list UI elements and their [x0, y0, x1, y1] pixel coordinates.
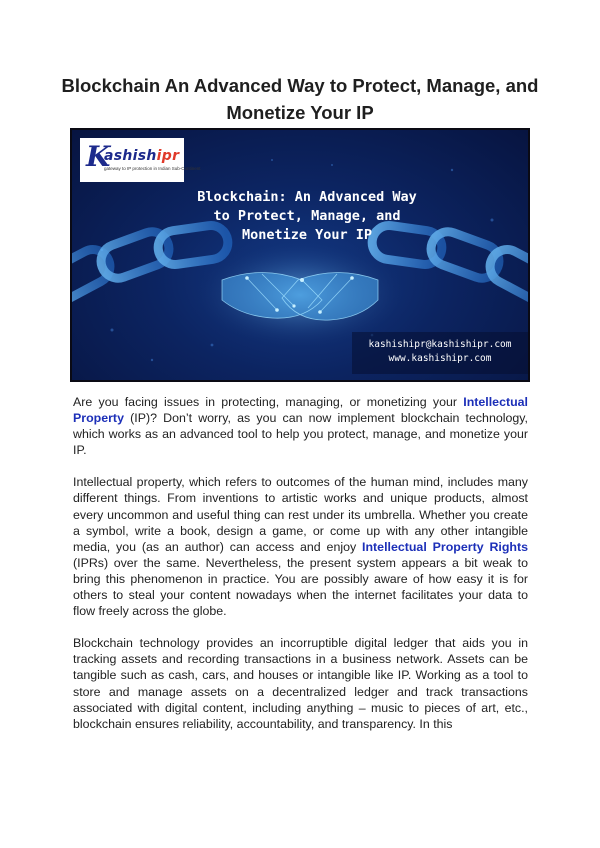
document-title: Blockchain An Advanced Way to Protect, Manage, and Monetize Your IP — [61, 75, 539, 123]
paragraph-1: Are you facing issues in protecting, managing, or monetizing your Intellectual Property (IP)? Don’t worry, as you can now implement blockchain technology, which works as an advanced tool to help you protect, manage, and monetize your IP. — [73, 395, 528, 458]
logo-wordmark: ashishipr — [104, 148, 180, 164]
hero-banner-image — [70, 128, 530, 382]
kashishipr-logo — [80, 138, 201, 182]
logo-letter: K — [86, 140, 111, 173]
logo-tagline: gateway to IP protection in Indian Sub-Continent — [104, 166, 201, 171]
banner-website: www.kashishipr.com — [388, 353, 492, 364]
intellectual-property-rights-link[interactable]: Intellectual Property Rights — [362, 539, 528, 554]
paragraph-3: Blockchain technology provides an incorruptible digital ledger that aids you in tracking assets and recording transactions in a business network. Assets can be tangible such as cash, cars, and houses or intangible like IP. Working as a tool to store and manage assets on a decentralized ledger and track transactions associated with digital content, including anything – music to pieces of art, etc., blockchain ensures reliability, accountability, and transparency. In this — [73, 636, 528, 731]
article-body — [73, 394, 528, 748]
paragraph-2: Intellectual property, which refers to outcomes of the human mind, includes many different things. From inventions to artistic works and unique products, almost every uncommon and useful thing can rest under its umbrella. Whether you create a symbol, write a book, design a game, or come up with any other intangible media, you (as an author) can access and enjoy Intellectual Property Rights (IPRs) over the same. Nevertheless, the present system appears a bit weak to bring this phenomenon in practice. You are possibly aware of how easy it is for others to steal your content nowadays when the internet facilitates your data to flow freely across the globe. — [73, 475, 528, 619]
intellectual-property-link[interactable]: Intellectual Property — [73, 395, 528, 426]
banner-contact-box — [352, 332, 528, 374]
banner-email: kashishipr@kashishipr.com — [368, 339, 512, 350]
banner-heading: Blockchain: An Advanced Way to Protect, Manage, and Monetize Your IP — [197, 189, 417, 243]
